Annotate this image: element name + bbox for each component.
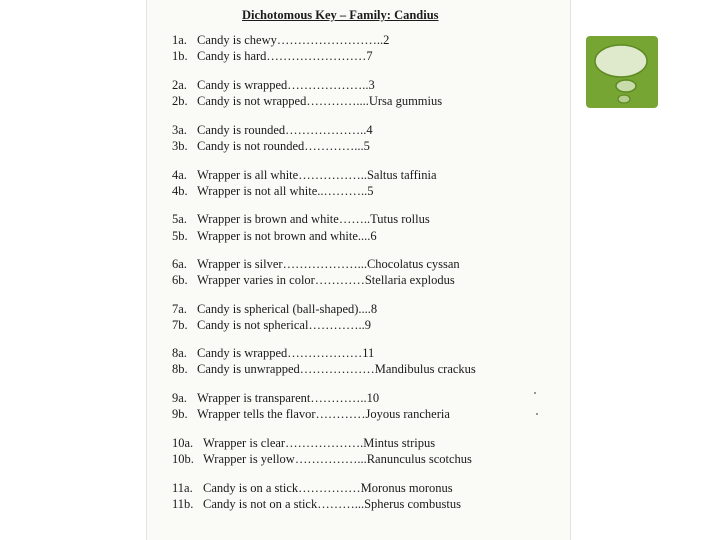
key-entry-1b (172, 48, 373, 64)
entry-text: Candy is not wrapped…………....Ursa gummius (197, 94, 443, 108)
entry-text: Wrapper is brown and white……..Tutus rollus (197, 212, 430, 226)
entry-text: Candy is unwrapped………………Mandibulus crackus (197, 362, 476, 376)
key-entry-10b (172, 451, 472, 467)
key-entry-7b (172, 317, 371, 333)
entry-number: 8b. (172, 362, 188, 376)
entry-text: Candy is wrapped………………11 (197, 346, 375, 360)
entry-number: 11a. (172, 481, 193, 495)
key-entry-5b (172, 228, 377, 244)
entry-number: 8a. (172, 346, 187, 360)
key-entry-4b (172, 183, 374, 199)
entry-text: Wrapper is yellow……………...Ranunculus scotchus (203, 452, 472, 466)
key-entry-8a (172, 345, 374, 361)
entry-number: 9a. (172, 391, 187, 405)
key-entry-1a (172, 32, 389, 48)
entry-text: Wrapper is silver………………...Chocolatus cyssan (197, 257, 460, 271)
entry-text: Candy is on a stick……………Moronus moronus (203, 481, 453, 495)
entry-number: 10a. (172, 436, 194, 450)
entry-text: Candy is spherical (ball-shaped)....8 (197, 302, 378, 316)
entry-number: 9b. (172, 407, 188, 421)
key-entry-5a (172, 211, 430, 227)
key-entry-11a (172, 480, 453, 496)
entry-text: Wrapper is not all white..………..5 (197, 184, 374, 198)
entry-text: Candy is rounded………………..4 (197, 123, 373, 137)
scan-speck (534, 392, 536, 394)
entry-number: 2a. (172, 78, 187, 92)
entry-text: Candy is chewy……………………..2 (197, 33, 390, 47)
entry-text: Candy is not rounded…………...5 (197, 139, 370, 153)
entry-number: 6b. (172, 273, 188, 287)
speech-bubble-icon (586, 36, 658, 108)
entry-number: 5b. (172, 229, 188, 243)
entry-text: Wrapper varies in color…………Stellaria explodus (197, 273, 455, 287)
document-title: Dichotomous Key – Family: Candius (242, 8, 439, 22)
entry-text: Wrapper is not brown and white....6 (197, 229, 377, 243)
key-entry-9b (172, 406, 450, 422)
entry-text: Wrapper is all white……………..Saltus taffinia (197, 168, 437, 182)
entry-number: 4a. (172, 168, 187, 182)
key-entry-6b (172, 272, 455, 288)
entry-number: 2b. (172, 94, 188, 108)
entry-number: 10b. (172, 452, 194, 466)
entry-number: 5a. (172, 212, 187, 226)
entry-number: 1b. (172, 49, 188, 63)
key-entry-6a (172, 256, 460, 272)
entry-text: Candy is not spherical…………..9 (197, 318, 371, 332)
key-entry-7a (172, 301, 377, 317)
entry-number: 6a. (172, 257, 187, 271)
key-entry-3b (172, 138, 370, 154)
entry-text: Wrapper is clear……………….Mintus stripus (203, 436, 436, 450)
entry-number: 7a. (172, 302, 187, 316)
key-entry-9a (172, 390, 379, 406)
entry-number: 7b. (172, 318, 188, 332)
key-entry-11b (172, 496, 461, 512)
entry-number: 1a. (172, 33, 187, 47)
entry-text: Candy is hard……………………7 (197, 49, 373, 63)
entry-text: Wrapper is transparent…………..10 (197, 391, 380, 405)
key-entry-2b (172, 93, 442, 109)
entry-text: Wrapper tells the flavor…………Joyous rancheria (197, 407, 450, 421)
entry-number: 3b. (172, 139, 188, 153)
entry-number: 11b. (172, 497, 194, 511)
key-entry-3a (172, 122, 373, 138)
key-entry-4a (172, 167, 437, 183)
scan-speck (536, 413, 538, 415)
key-entry-10a (172, 435, 435, 451)
key-entry-8b (172, 361, 476, 377)
entry-number: 3a. (172, 123, 187, 137)
entry-number: 4b. (172, 184, 188, 198)
entry-text: Candy is wrapped………………..3 (197, 78, 375, 92)
entry-text: Candy is not on a stick………...Spherus combustus (203, 497, 461, 511)
key-entry-2a (172, 77, 375, 93)
